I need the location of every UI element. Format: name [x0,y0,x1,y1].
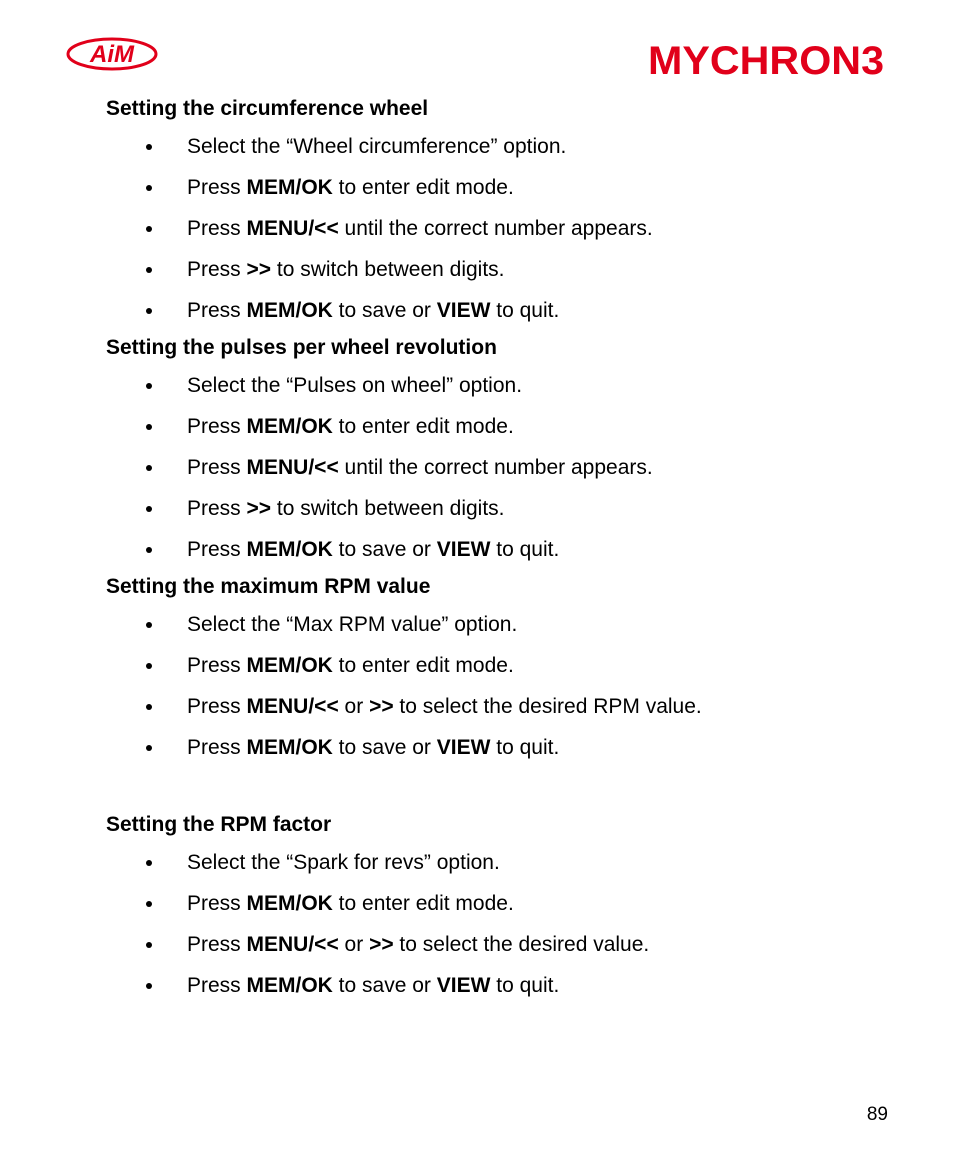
step-text [187,299,559,323]
bullet-icon [146,424,152,430]
bullet-icon [146,185,152,191]
step-text-segment: to quit. [490,973,560,997]
list-item [106,842,906,883]
key-name: MEM/OK [246,653,333,677]
step-text-segment: to save or [332,537,437,561]
step-text [187,374,522,398]
step-text-segment: Press [187,891,247,915]
steps-list [106,365,906,570]
step-text-segment: to quit. [490,537,560,561]
step-text-segment: to save or [332,735,437,759]
bullet-icon [146,860,152,866]
key-name: MENU/<< [246,694,339,718]
key-name: VIEW [436,735,491,759]
step-text-segment: to quit. [490,298,560,322]
list-item [106,365,906,406]
step-text-segment: to switch between digits. [271,496,505,520]
bullet-icon [146,308,152,314]
step-text-segment: or [338,932,370,956]
instruction-section [106,808,906,1006]
list-item [106,208,906,249]
step-text [187,456,653,480]
steps-list [106,604,906,768]
step-text-segment: Press [187,932,247,956]
bullet-icon [146,267,152,273]
list-item [106,167,906,208]
steps-list [106,842,906,1006]
list-item [106,604,906,645]
key-name: >> [246,496,272,520]
step-text-segment: to save or [332,298,437,322]
step-text-segment: to enter edit mode. [332,175,514,199]
key-name: MENU/<< [246,216,339,240]
step-text [187,497,505,521]
list-item [106,447,906,488]
step-text [187,695,702,719]
bullet-icon [146,547,152,553]
section-heading: Setting the maximum RPM value [106,575,431,598]
key-name: MEM/OK [246,735,333,759]
bullet-icon [146,745,152,751]
key-name: MEM/OK [246,414,333,438]
step-text [187,974,559,998]
step-text-segment: until the correct number appears. [338,216,653,240]
step-text [187,736,559,760]
section-heading: Setting the RPM factor [106,813,332,836]
step-text-segment: Press [187,298,247,322]
step-text-segment: Press [187,175,247,199]
mychron3-logo [648,40,884,78]
step-text [187,933,649,957]
bullet-icon [146,983,152,989]
key-name: VIEW [436,973,491,997]
key-name: MENU/<< [246,932,339,956]
bullet-icon [146,622,152,628]
step-text-segment: Press [187,537,247,561]
list-item [106,686,906,727]
step-text-segment: to enter edit mode. [332,653,514,677]
key-name: MEM/OK [246,973,333,997]
step-text-segment: Press [187,257,247,281]
key-name: VIEW [436,298,491,322]
section-spacer [106,768,906,808]
step-text [187,538,559,562]
step-text [187,217,653,241]
step-text [187,851,500,875]
page-header [0,0,954,90]
step-text-segment: Select the “Spark for revs” option. [187,850,500,874]
bullet-icon [146,226,152,232]
list-item [106,883,906,924]
steps-list [106,126,906,331]
step-text-segment: to select the desired value. [393,932,650,956]
list-item [106,924,906,965]
list-item [106,488,906,529]
key-name: MENU/<< [246,455,339,479]
step-text-segment: Select the “Max RPM value” option. [187,612,518,636]
key-name: MEM/OK [246,175,333,199]
bullet-icon [146,465,152,471]
list-item [106,249,906,290]
step-text [187,258,505,282]
page-number: 89 [866,1104,888,1125]
key-name: >> [246,257,272,281]
instruction-section [106,570,906,768]
list-item [106,727,906,768]
list-item [106,290,906,331]
section-heading: Setting the circumference wheel [106,97,429,120]
step-text [187,176,514,200]
list-item [106,406,906,447]
step-text-segment: Press [187,496,247,520]
page-content [106,92,906,1006]
key-name: >> [369,694,394,718]
step-text [187,613,517,637]
step-text [187,654,514,678]
step-text [187,415,514,439]
step-text-segment: to quit. [490,735,560,759]
step-text [187,892,514,916]
step-text-segment: Press [187,414,247,438]
list-item [106,965,906,1006]
step-text-segment: Press [187,216,247,240]
step-text-segment: to select the desired RPM value. [393,694,702,718]
list-item [106,126,906,167]
bullet-icon [146,383,152,389]
key-name: MEM/OK [246,537,333,561]
instruction-section [106,331,906,570]
step-text-segment: to enter edit mode. [332,414,514,438]
step-text-segment: to enter edit mode. [332,891,514,915]
step-text-segment: Press [187,455,247,479]
bullet-icon [146,704,152,710]
step-text-segment: Press [187,694,247,718]
key-name: VIEW [436,537,491,561]
step-text-segment: Press [187,735,247,759]
step-text-segment: Select the “Wheel circumference” option. [187,134,567,158]
step-text-segment: or [338,694,370,718]
step-text-segment: Press [187,973,247,997]
step-text-segment: to switch between digits. [271,257,505,281]
instruction-section [106,92,906,331]
bullet-icon [146,144,152,150]
bullet-icon [146,663,152,669]
key-name: MEM/OK [246,891,333,915]
aim-logo [64,34,160,74]
key-name: >> [369,932,394,956]
step-text [187,135,566,159]
step-text-segment: Select the “Pulses on wheel” option. [187,373,523,397]
step-text-segment: until the correct number appears. [338,455,653,479]
step-text-segment: Press [187,653,247,677]
list-item [106,529,906,570]
svg-text:AiM: AiM [90,41,134,68]
bullet-icon [146,901,152,907]
bullet-icon [146,942,152,948]
step-text-segment: to save or [332,973,437,997]
list-item [106,645,906,686]
key-name: MEM/OK [246,298,333,322]
bullet-icon [146,506,152,512]
svg-text:MYCHRON3: MYCHRON3 [648,40,884,78]
section-heading: Setting the pulses per wheel revolution [106,336,497,359]
